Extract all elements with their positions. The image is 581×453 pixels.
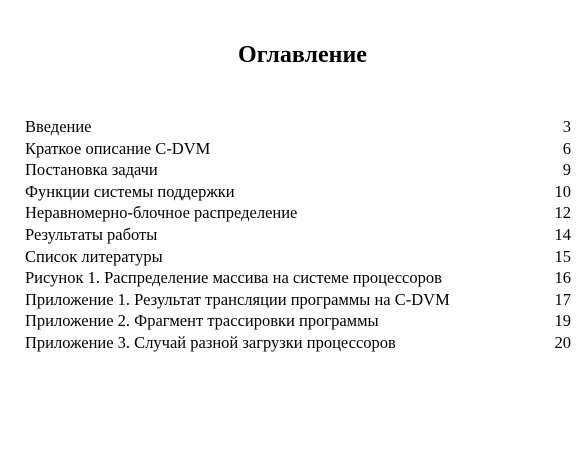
toc-entry-title: Постановка задачи: [25, 160, 158, 180]
toc-entry-title: Приложение 3. Случай разной загрузки процессоров: [25, 332, 396, 352]
toc-row: [25, 310, 571, 332]
toc-page-number: 19: [554, 311, 571, 331]
toc-entry-title: Краткое описание C-DVM: [25, 138, 211, 158]
toc-page-number: 9: [562, 160, 571, 180]
toc-entry-title: Приложение 1. Результат трансляции программы на C-DVM: [25, 289, 450, 309]
toc-page-number: 20: [554, 332, 571, 352]
toc-row: [25, 202, 571, 224]
toc-row: [25, 116, 571, 138]
toc-row: [25, 332, 571, 354]
table-of-contents: [25, 116, 571, 354]
toc-row: [25, 224, 571, 246]
toc-page-number: 15: [554, 246, 571, 266]
toc-page-number: 14: [554, 224, 571, 244]
toc-page-number: 3: [562, 117, 571, 136]
toc-entry-title: Неравномерно-блочное распределение: [25, 203, 298, 223]
toc-page-number: 6: [562, 138, 571, 158]
toc-entry-title: Введение: [25, 117, 92, 136]
toc-entry-title: Рисунок 1. Распределение массива на системе процессоров: [25, 268, 442, 288]
toc-page-number: 10: [554, 181, 571, 201]
toc-entry-title: Функции системы поддержки: [25, 181, 235, 201]
toc-row: [25, 267, 571, 289]
toc-entry-title: Список литературы: [25, 246, 163, 266]
toc-row: [25, 181, 571, 203]
toc-entry-title: Результаты работы: [25, 224, 158, 244]
toc-page-number: 12: [554, 203, 571, 223]
toc-row: [25, 289, 571, 311]
toc-page-number: 17: [554, 289, 571, 309]
toc-page-number: 16: [554, 268, 571, 288]
page-title: Оглавление: [238, 42, 367, 68]
toc-row: [25, 138, 571, 160]
toc-entry-title: Приложение 2. Фрагмент трассировки программы: [25, 311, 379, 331]
toc-row: [25, 246, 571, 268]
toc-row: [25, 159, 571, 181]
